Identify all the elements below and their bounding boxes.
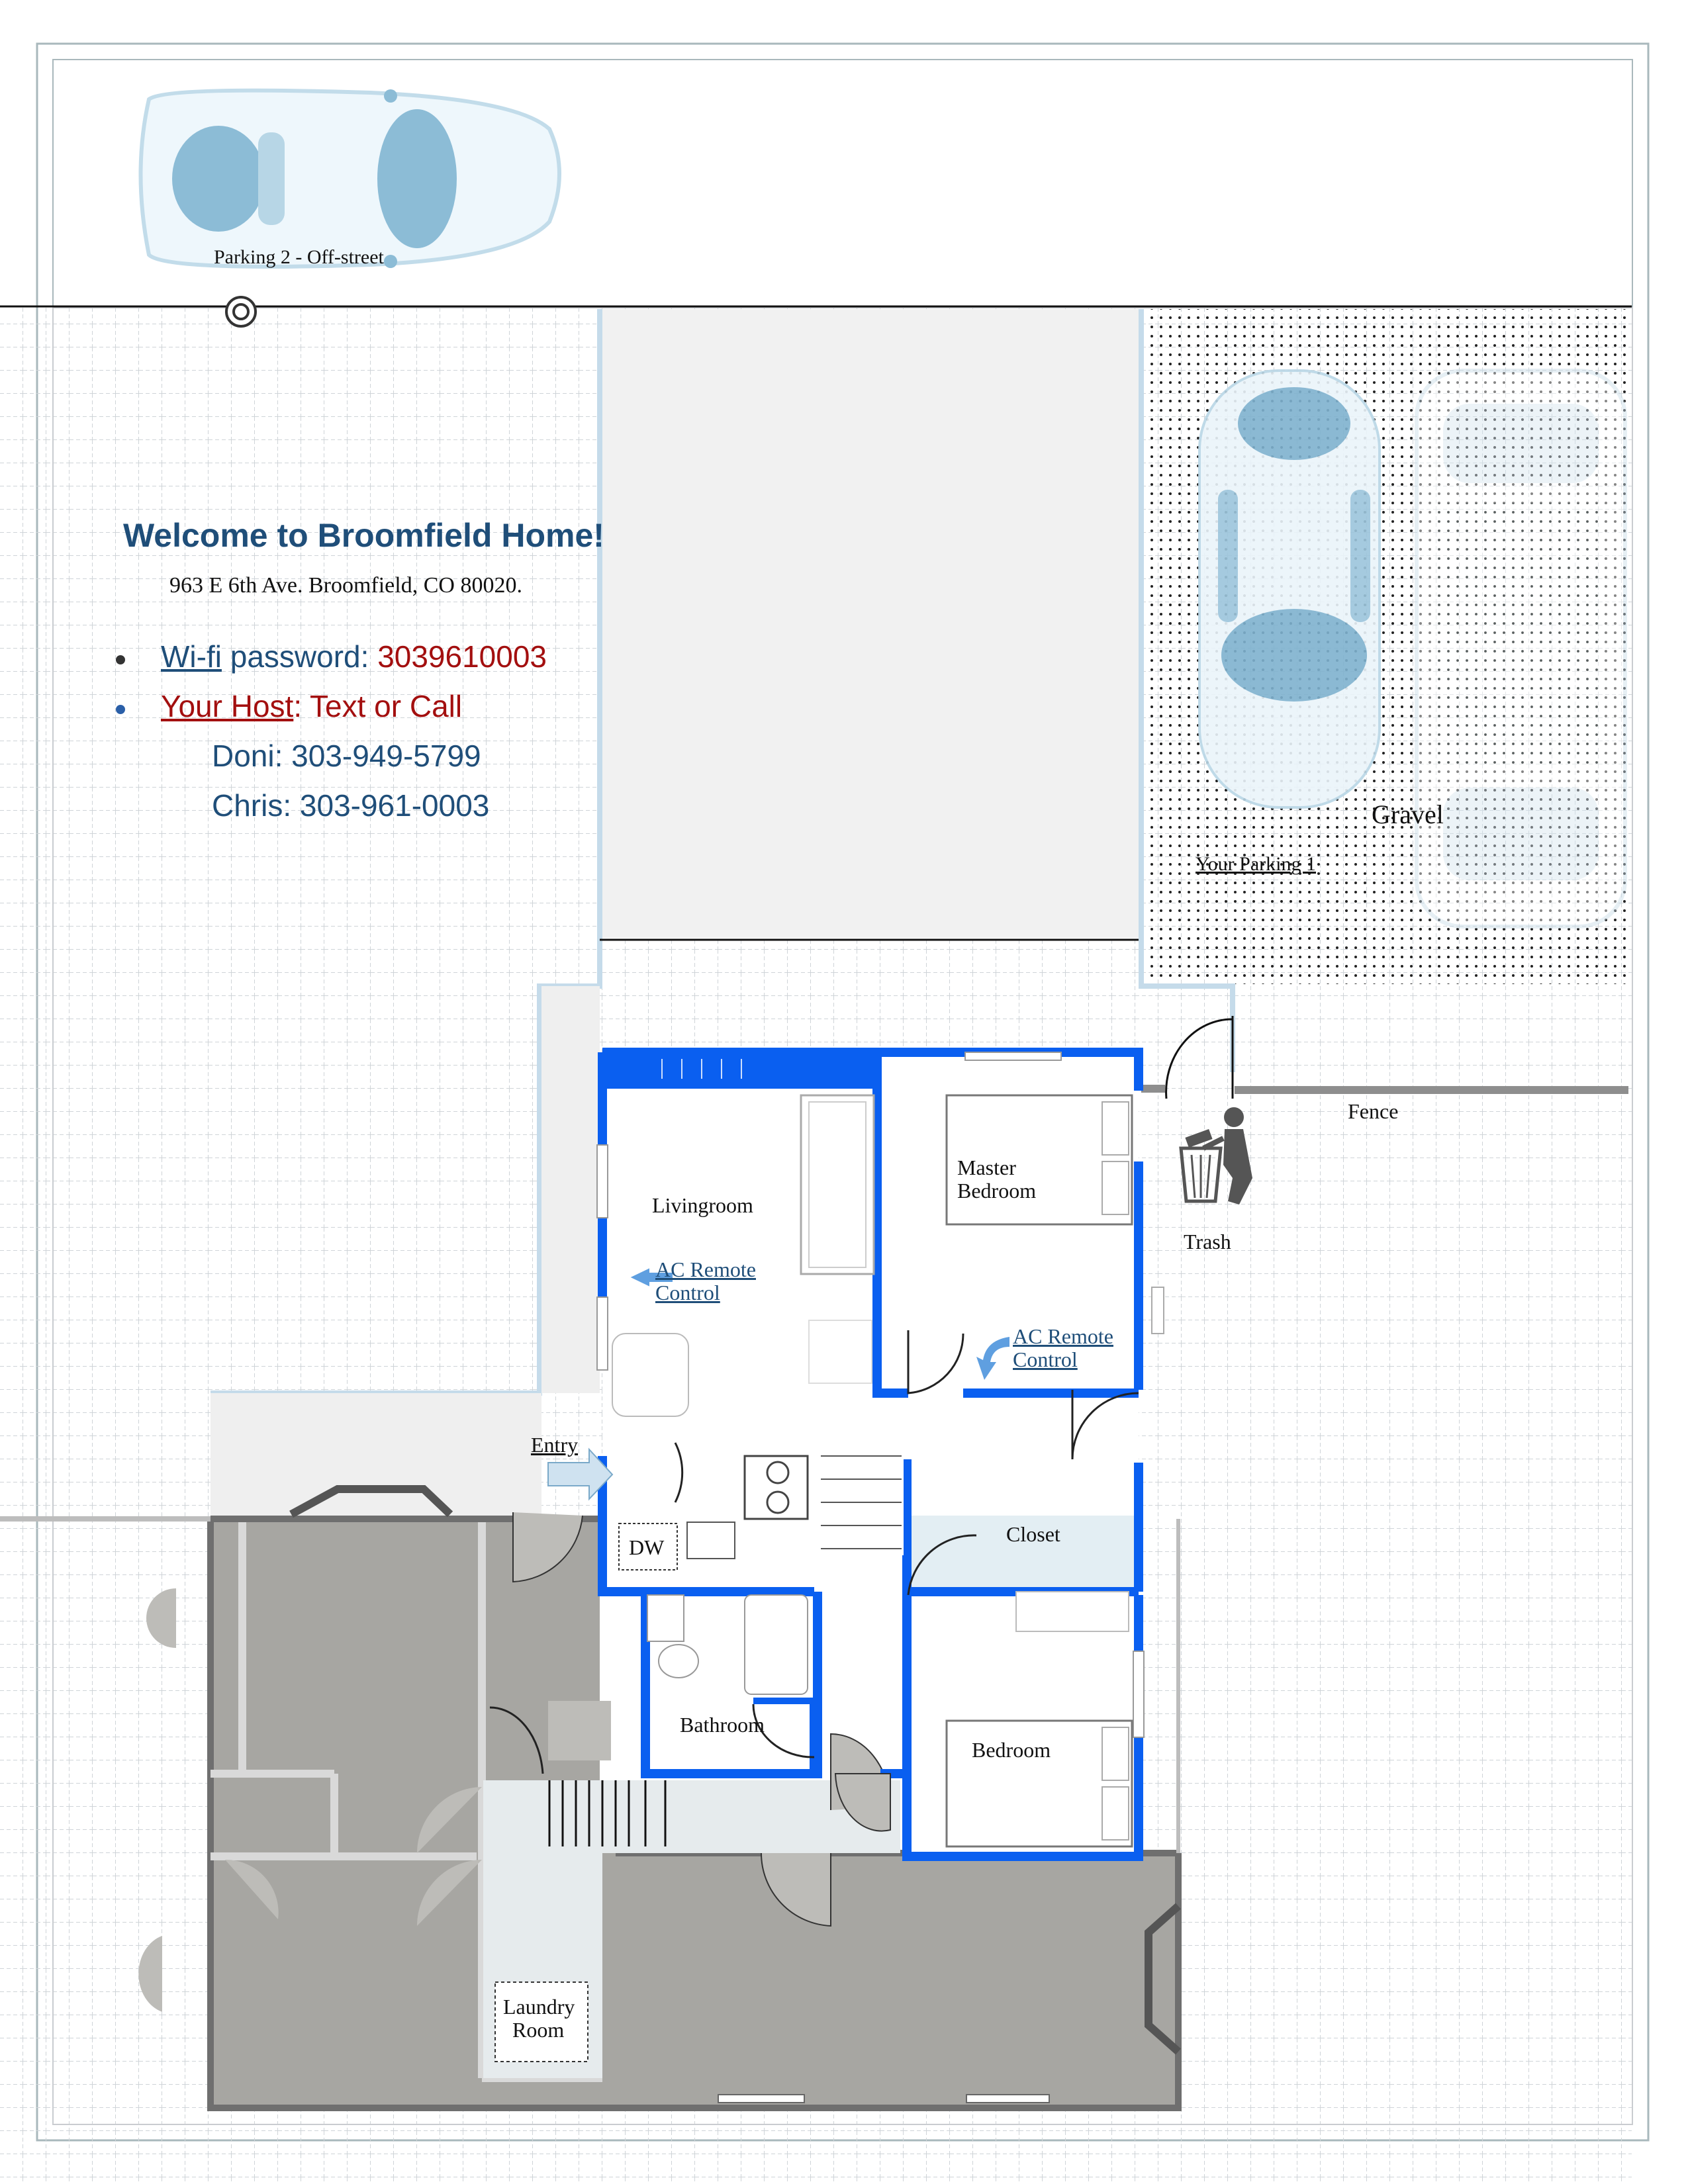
wifi-link[interactable]: Wi-fi — [161, 639, 222, 674]
laundry-label-1: Laundry — [503, 1995, 575, 2019]
driveway — [600, 309, 1141, 938]
master-bedroom-label-1: Master — [957, 1156, 1016, 1179]
livingroom-label: Livingroom — [652, 1193, 753, 1217]
ac-remote-link-2b[interactable]: Control — [1013, 1347, 1078, 1371]
host-link[interactable]: Your Host — [161, 689, 294, 723]
trash-label: Trash — [1184, 1230, 1231, 1253]
master-bedroom-label-2: Bedroom — [957, 1179, 1037, 1203]
wifi-password: 3039610003 — [377, 639, 547, 674]
contact-doni: Doni: 303-949-5799 — [212, 739, 481, 773]
host-line: Your Host: Text or Call — [161, 689, 463, 723]
parking-1-label: Your Parking 1 — [1196, 853, 1316, 875]
page-title: Welcome to Broomfield Home! — [123, 517, 604, 554]
bullet-icon — [116, 655, 125, 664]
car-icon — [1199, 371, 1380, 807]
dishwasher-label: DW — [629, 1535, 665, 1559]
fence-label: Fence — [1348, 1099, 1399, 1123]
car-icon — [141, 89, 560, 268]
closet-label: Closet — [1006, 1522, 1060, 1546]
entry-label: Entry — [531, 1433, 579, 1457]
ac-remote-link-1b[interactable]: Control — [655, 1281, 720, 1304]
bathroom-label: Bathroom — [680, 1713, 765, 1737]
bullet-icon — [116, 705, 125, 714]
wifi-line: Wi-fi password: 3039610003 — [161, 639, 547, 674]
contact-chris: Chris: 303-961-0003 — [212, 788, 490, 823]
gravel-label: Gravel — [1372, 799, 1444, 829]
suv-icon — [1417, 371, 1625, 927]
laundry-label-2: Room — [512, 2018, 565, 2042]
bedroom-label: Bedroom — [972, 1738, 1051, 1762]
ac-remote-link-1[interactable]: AC Remote — [655, 1257, 756, 1281]
circle-marker-icon — [226, 297, 256, 326]
ac-remote-link-2[interactable]: AC Remote — [1013, 1324, 1113, 1348]
parking-2-label: Parking 2 - Off-street — [214, 246, 384, 268]
address: 963 E 6th Ave. Broomfield, CO 80020. — [169, 573, 522, 598]
